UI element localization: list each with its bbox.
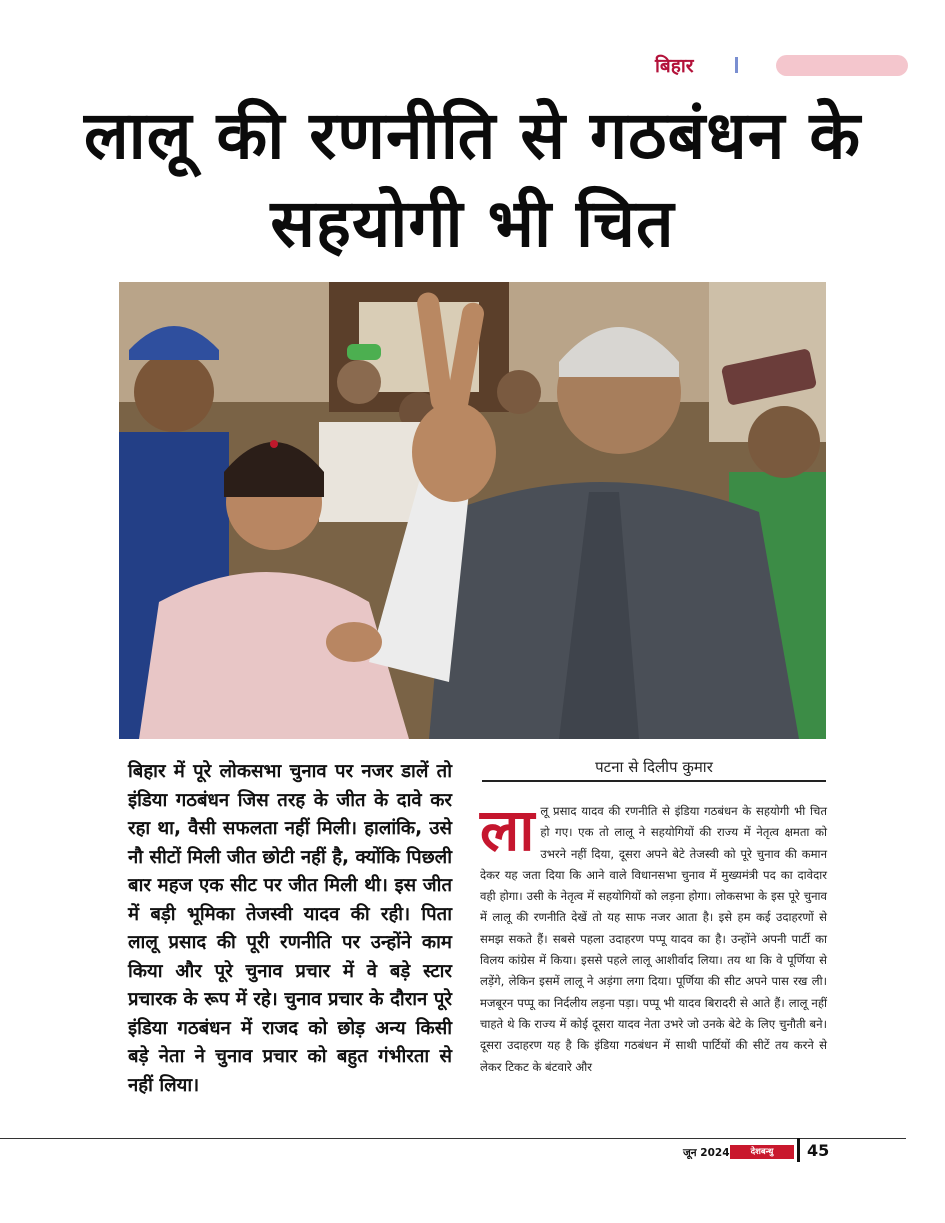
section-tag: बिहार <box>655 55 694 77</box>
page-number: 45 <box>807 1141 830 1160</box>
headline: लालू की रणनीति से गठबंधन के सहयोगी भी चित <box>83 97 862 262</box>
section-divider <box>735 57 738 73</box>
article-body <box>480 796 827 1078</box>
byline-rule <box>482 780 826 782</box>
drop-cap: ला <box>480 796 535 864</box>
footer-rule <box>0 1138 906 1139</box>
footer-date: जून 2024 <box>683 1147 730 1159</box>
intro-paragraph: बिहार में पूरे लोकसभा चुनाव पर नजर डालें तो इंडिया गठबंधन जिस तरह के जीत के दावे कर रहा था, वैसी सफलता नहीं मिली। हालांकि, उसे नौ सीटों मिली जीत छोटी नहीं है, क्योंकि पिछली बार महज एक सीट पर जीत मिली थी। इस जीत में बड़ी भूमिका तेजस्वी यादव की रही। पिता लालू प्रसाद की पूरी रणनीति पर उन्होंने काम किया और पूरे चुनाव प्रचार में वे बड़े स्टार प्रचारक के रूप में रहे। चुनाव प्रचार के दौरान पूरे इंडिया गठबंधन में राजद को छोड़ अन्य किसी बड़े नेता ने चुनाव प्रचार को बहुत गंभीरता से नहीं लिया। <box>128 761 452 1096</box>
article-text: लू प्रसाद यादव की रणनीति से इंडिया गठबंधन के सहयोगी भी चित हो गए। एक तो लालू ने सहयोगियों की राज्य में नेतृत्व क्षमता को उभरने नहीं दिया, दूसरा अपने बेटे तेजस्वी को पूरे चुनाव की कमान देकर यह जता दिया कि आने वाले विधानसभा चुनाव में मुख्यमंत्री पद का दावेदार वही होगा। उसी के नेतृत्व में सहयोगियों को लड़ना होगा। लोकसभा के इस पूरे चुनाव में लालू की रणनीति देखें तो यह साफ नजर आता है। इसे हम कई उदाहरणों से समझ सकते हैं। सबसे पहला उदाहरण पप्पू यादव का है। उन्होंने अपनी पार्टी का विलय कांग्रेस में किया। इससे पहले लालू आशीर्वाद लिया। तय था कि वे पूर्णिया से लड़ेंगे, लेकिन इसमें लालू ने अड़ंगा लगा दिया। पूर्णिया की सीट अपने पास रख ली। मजबूरन पप्पू का निर्दलीय लड़ना पड़ा। पप्पू भी यादव बिरादरी से आते हैं। लालू नहीं चाहते थे कि राज्य में कोई दूसरा यादव नेता उभरे जो उनके बेटे के लिए चुनौती बने। दूसरा उदाहरण यह है कि इंडिया गठबंधन में साथी पार्टियों की सीटें तय करने से लेकर टिकट के बंटवारे और <box>480 804 827 1074</box>
footer-brand-logo: देशबन्धु <box>730 1145 794 1159</box>
byline: पटना से दिलीप कुमार <box>595 758 713 776</box>
lead-photo <box>119 282 826 739</box>
section-pill <box>776 55 908 76</box>
footer-divider <box>797 1138 800 1162</box>
